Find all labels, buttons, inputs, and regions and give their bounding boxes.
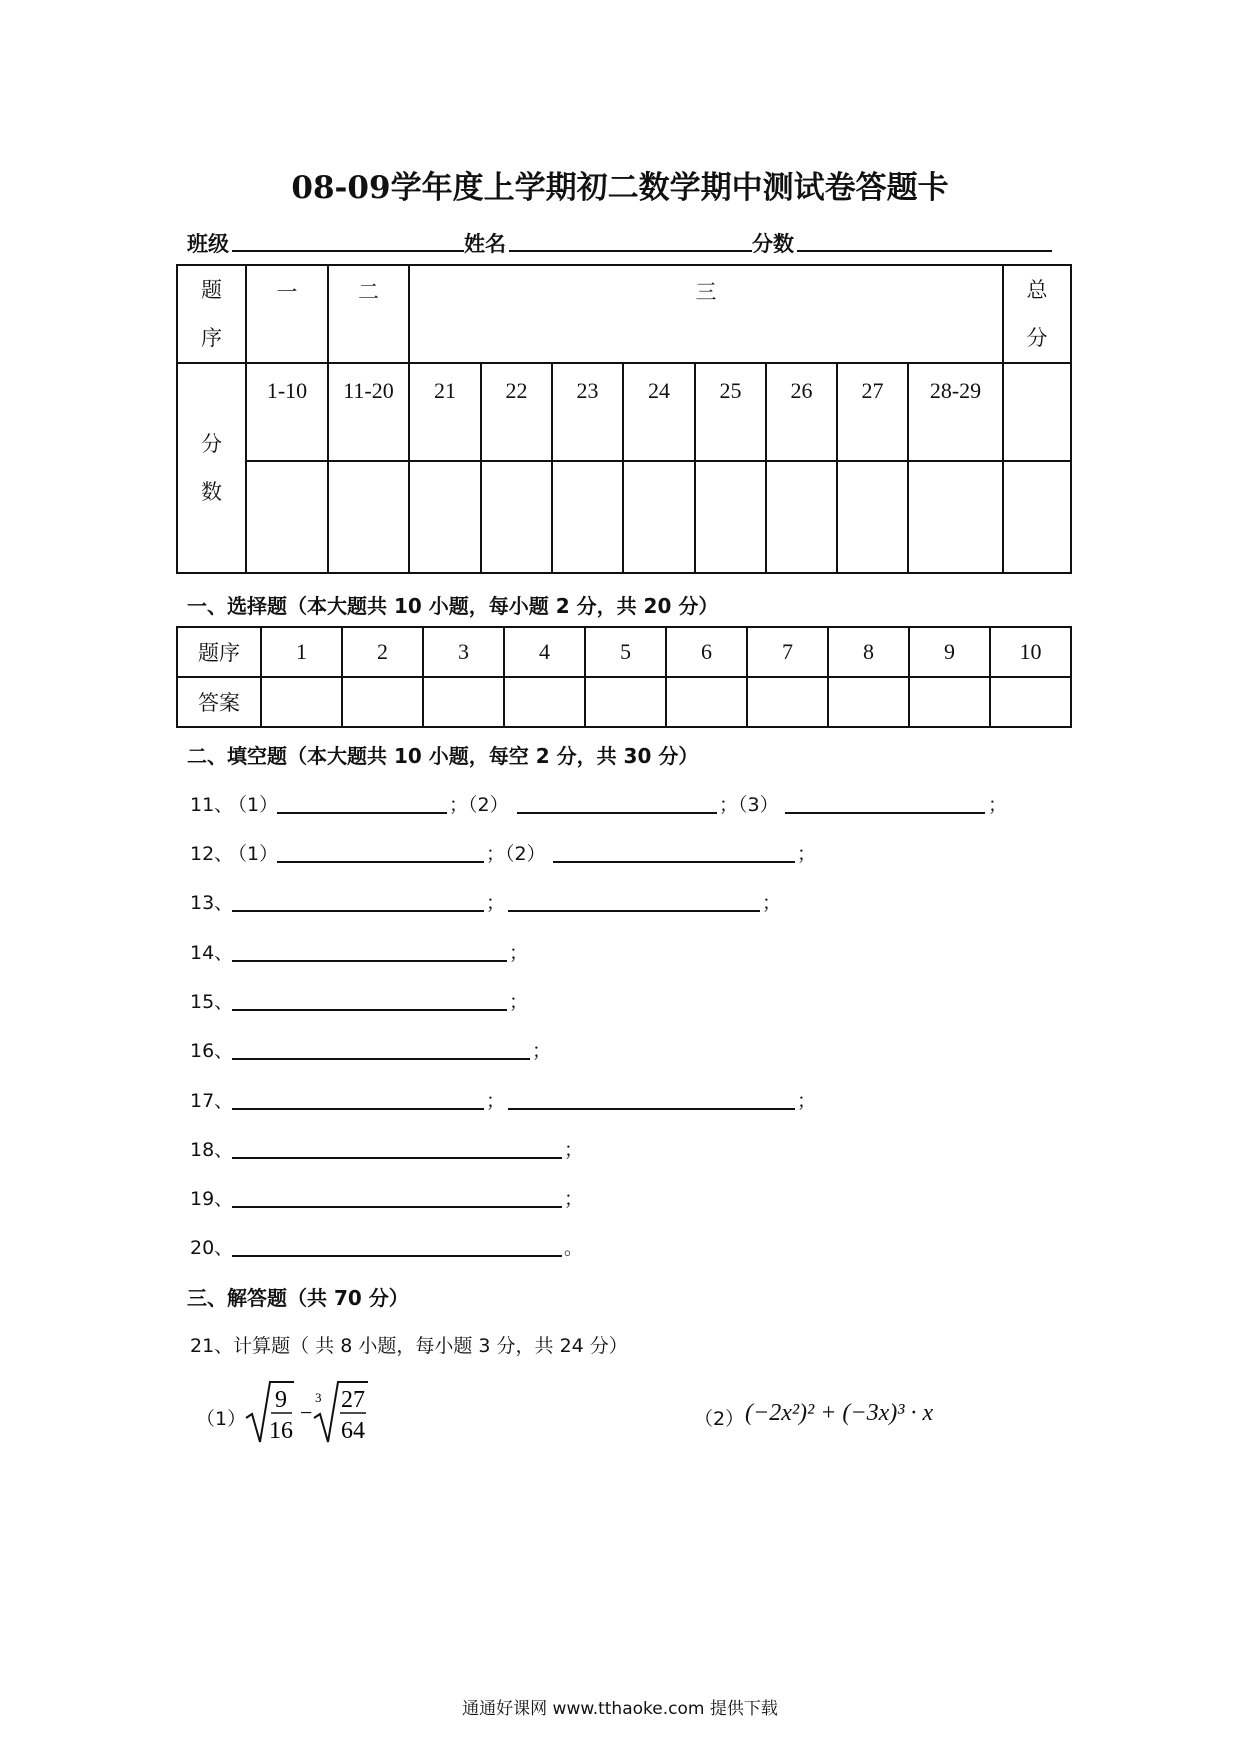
q17-blank-1[interactable] [232, 1108, 484, 1110]
q16-number: 16、 [190, 1040, 234, 1062]
answer-cell[interactable] [828, 677, 909, 727]
question-number: 9 [909, 627, 990, 677]
section-one-heading: 一、选择题（本大题共 10 小题，每小题 2 分，共 20 分） [187, 594, 719, 618]
problem-1-label: （1） [196, 1408, 247, 1430]
q13-separator: ； [486, 892, 506, 914]
score-cell[interactable] [328, 461, 409, 573]
q11-blank-3[interactable] [785, 812, 985, 814]
q20-blank[interactable] [232, 1255, 562, 1257]
q18-number: 18、 [190, 1139, 234, 1161]
label-char: 数 [201, 480, 222, 504]
score-cell[interactable] [623, 461, 695, 573]
answer-row-header: 答案 [177, 677, 261, 727]
answer-cell[interactable] [342, 677, 423, 727]
column-header: 25 [695, 363, 766, 461]
section-two-heading: 二、填空题（本大题共 10 小题，每空 2 分，共 30 分） [187, 744, 699, 768]
score-cell[interactable] [766, 461, 837, 573]
q13-blank-2[interactable] [508, 910, 760, 912]
score-cell[interactable] [246, 461, 328, 573]
section-three-heading: 三、解答题（共 70 分） [187, 1286, 409, 1310]
q11-end: ； [988, 794, 1008, 816]
question-number: 10 [990, 627, 1071, 677]
q17-number: 17、 [190, 1090, 234, 1112]
q15-number: 15、 [190, 991, 234, 1013]
answer-cell[interactable] [261, 677, 342, 727]
q11-part2-label: ；（2） [449, 794, 509, 816]
fraction-numerator: 9 [275, 1387, 287, 1413]
score-cell[interactable] [481, 461, 552, 573]
q12-blank-1[interactable] [277, 861, 484, 863]
q19-blank[interactable] [232, 1206, 562, 1208]
problem-2-label: （2） [694, 1408, 745, 1430]
q19-end: ； [564, 1188, 584, 1210]
score-field[interactable] [797, 250, 1052, 252]
fraction-denominator: 16 [269, 1418, 293, 1444]
score-cell[interactable] [837, 461, 908, 573]
total-score-cell[interactable] [1003, 363, 1071, 461]
label-char: 总 [1026, 278, 1048, 302]
question-number: 2 [342, 627, 423, 677]
question-number: 8 [828, 627, 909, 677]
q13-blank-1[interactable] [232, 910, 484, 912]
fraction-denominator: 64 [341, 1418, 365, 1444]
q20-end: 。 [564, 1237, 584, 1259]
score-cell[interactable] [552, 461, 623, 573]
total-header [1003, 265, 1071, 363]
q11-part1-label: （1） [228, 794, 279, 816]
q12-part2-label: ；（2） [486, 843, 546, 865]
row-label-question-order [177, 265, 246, 363]
q18-blank[interactable] [232, 1157, 562, 1159]
q21-instructions: 21、计算题（ 共 8 小题，每小题 3 分，共 24 分） [190, 1335, 628, 1357]
problem-2-formula: (−2x²)² + (−3x)³ · x [745, 1400, 934, 1426]
section-two-header: 二 [328, 265, 409, 363]
q12-blank-2[interactable] [553, 861, 795, 863]
class-field[interactable] [232, 250, 464, 252]
column-header: 26 [766, 363, 837, 461]
q11-number: 11、 [190, 794, 234, 816]
q15-blank[interactable] [232, 1009, 507, 1011]
question-number-header: 题序 [177, 627, 261, 677]
column-header: 27 [837, 363, 908, 461]
root-index: 3 [315, 1390, 322, 1405]
column-header: 24 [623, 363, 695, 461]
column-header: 28-29 [908, 363, 1003, 461]
answer-cell[interactable] [747, 677, 828, 727]
q14-end: ； [509, 942, 529, 964]
q17-end: ； [797, 1090, 817, 1112]
question-number: 3 [423, 627, 504, 677]
q14-blank[interactable] [232, 960, 507, 962]
q16-blank[interactable] [232, 1058, 530, 1060]
section-three-header: 三 [409, 265, 1003, 363]
answer-cell[interactable] [909, 677, 990, 727]
q12-part1-label: （1） [228, 843, 279, 865]
answer-cell[interactable] [504, 677, 585, 727]
question-number: 6 [666, 627, 747, 677]
q20-number: 20、 [190, 1237, 234, 1259]
q14-number: 14、 [190, 942, 234, 964]
column-header: 1-10 [246, 363, 328, 461]
question-number: 5 [585, 627, 666, 677]
column-header: 21 [409, 363, 481, 461]
choice-answer-table [176, 626, 1072, 728]
footer-credit: 通通好课网 www.tthaoke.com 提供下载 [462, 1699, 778, 1719]
q11-part3-label: ；（3） [719, 794, 779, 816]
q13-end: ； [762, 892, 782, 914]
q19-number: 19、 [190, 1188, 234, 1210]
q18-end: ； [564, 1139, 584, 1161]
minus-sign: − [300, 1400, 313, 1425]
question-number: 4 [504, 627, 585, 677]
q12-number: 12、 [190, 843, 234, 865]
label-char: 题 [201, 278, 222, 302]
q17-blank-2[interactable] [508, 1108, 795, 1110]
problem-1-formula [244, 1378, 374, 1448]
score-cell[interactable] [695, 461, 766, 573]
score-label: 分数 [752, 232, 794, 256]
score-cell[interactable] [409, 461, 481, 573]
name-label: 姓名 [464, 232, 506, 256]
page-title: 08-09学年度上学期初二数学期中测试卷答题卡 [291, 170, 949, 206]
fraction-numerator: 27 [341, 1387, 365, 1413]
answer-cell[interactable] [585, 677, 666, 727]
column-header: 11-20 [328, 363, 409, 461]
total-score-cell[interactable] [1003, 461, 1071, 573]
q16-end: ； [532, 1040, 552, 1062]
name-field[interactable] [509, 250, 752, 252]
label-char: 分 [1026, 326, 1048, 350]
answer-cell[interactable] [990, 677, 1071, 727]
q11-blank-2[interactable] [517, 812, 717, 814]
q11-blank-1[interactable] [277, 812, 447, 814]
q12-end: ； [797, 843, 817, 865]
class-label: 班级 [187, 232, 229, 256]
q17-separator: ； [486, 1090, 506, 1112]
score-table [176, 264, 1072, 574]
row-label-score [177, 363, 246, 573]
q13-number: 13、 [190, 892, 234, 914]
q15-end: ； [509, 991, 529, 1013]
answer-cell[interactable] [666, 677, 747, 727]
answer-cell[interactable] [423, 677, 504, 727]
score-cell[interactable] [908, 461, 1003, 573]
question-number: 7 [747, 627, 828, 677]
section-one-header: 一 [246, 265, 328, 363]
label-char: 序 [201, 326, 222, 350]
column-header: 22 [481, 363, 552, 461]
label-char: 分 [201, 432, 222, 456]
column-header: 23 [552, 363, 623, 461]
question-number: 1 [261, 627, 342, 677]
